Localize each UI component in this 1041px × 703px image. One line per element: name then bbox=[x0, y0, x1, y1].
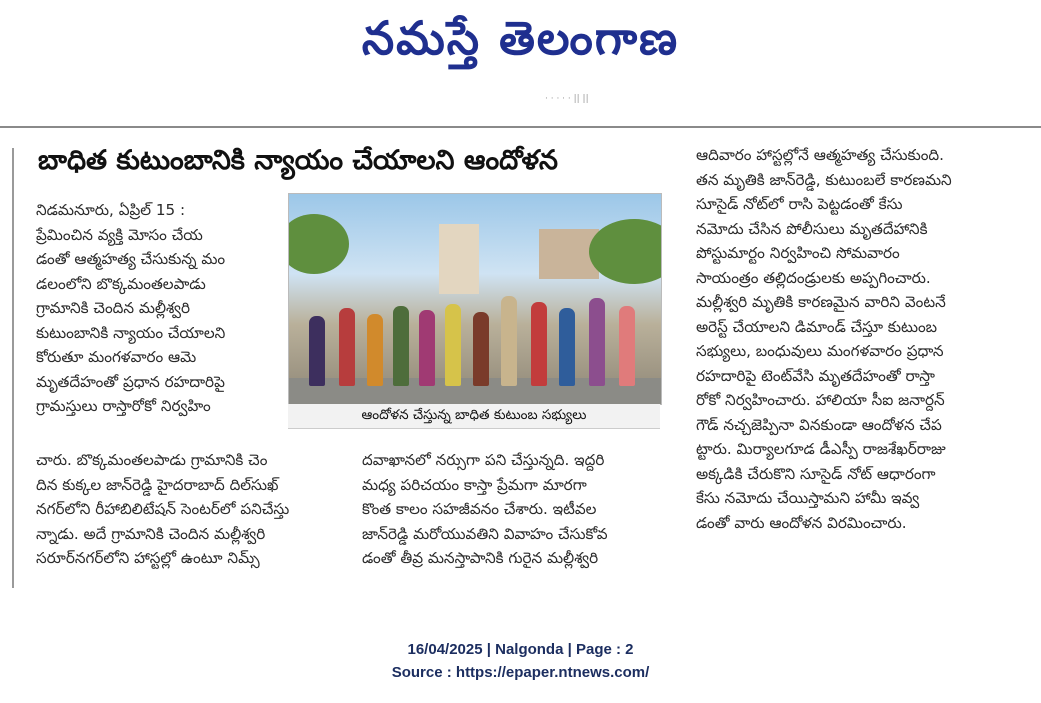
article-text-line: గ్రామానికి చెందిన మల్లీశ్వరి bbox=[36, 299, 191, 317]
article-text-line: సరూర్‌నగర్‌లోని హాస్టల్లో ఉంటూ నిమ్స్ bbox=[36, 549, 260, 567]
article-text-line: సూసైడ్ నోట్‌లో రాసి పెట్టడంతో కేసు bbox=[696, 195, 903, 213]
photo-caption: ఆందోళన చేస్తున్న బాధిత కుటుంబ సభ్యులు bbox=[288, 404, 660, 429]
article-text-line: కొంత కాలం సహజీవనం చేశారు. ఇటీవల bbox=[362, 500, 597, 518]
photo-person bbox=[531, 302, 547, 386]
article-column-left-top bbox=[36, 198, 272, 419]
photo-person bbox=[619, 306, 635, 386]
photo-person bbox=[501, 296, 517, 386]
page-footer bbox=[0, 638, 1041, 684]
article-text-line: గ్రామస్తులు రాస్తారోకో నిర్వహిం bbox=[36, 397, 211, 415]
masthead-fragment: · · · · · || || bbox=[545, 94, 589, 104]
article-text-line: ట్టారు. మిర్యాలగూడ డీఎస్పీ రాజశేఖర్‌రాజు bbox=[696, 440, 946, 458]
photo-person bbox=[419, 310, 435, 386]
article-text-line: సభ్యులు, బంధువులు మంగళవారం ప్రధాన bbox=[696, 342, 944, 360]
article-text-line: చారు. బొక్కమంతలపాడు గ్రామానికి చెం bbox=[36, 451, 268, 469]
footer-source: Source : https://epaper.ntnews.com/ bbox=[391, 664, 650, 681]
article-column-right bbox=[696, 143, 1001, 535]
article-text-line: రహదారిపై టెంట్‌వేసి మృతదేహంతో రాస్తా bbox=[696, 366, 935, 385]
article-text-line: నిడమనూరు, ఏప్రిల్ 15 : bbox=[36, 201, 186, 219]
article-text-line: మృతదేహంతో ప్రధాన రహదారిపై bbox=[36, 372, 225, 391]
photo-person bbox=[559, 308, 575, 386]
column-border bbox=[12, 148, 14, 588]
article-text-line: సాయంత్రం తల్లిదండ్రులకు అప్పగించారు. bbox=[696, 268, 931, 287]
article-column-middle bbox=[362, 448, 658, 571]
newspaper-logo: నమస్తే తెలంగాణ bbox=[361, 11, 680, 65]
article-text-line: జాన్‌రెడ్డి మరోయువతిని వివాహం చేసుకోవ bbox=[362, 524, 608, 543]
article-text-line: అక్కడికి చేరుకొని సూసైడ్ నోట్ ఆధారంగా bbox=[696, 464, 936, 483]
article-text-line: కుటుంబానికి న్యాయం చేయాలని bbox=[36, 323, 226, 342]
article-text-line: తన మృతికి జాన్‌రెడ్డి, కుటుంబలే కారణమని bbox=[696, 170, 952, 189]
article-text-line: అరెస్ట్ చేయాలని డిమాండ్ చేస్తూ కుటుంబ bbox=[696, 317, 938, 336]
article-text-line: కోరుతూ మంగళవారం ఆమె bbox=[36, 348, 197, 366]
photo-tree bbox=[589, 219, 662, 284]
article-headline: బాధిత కుటుంబానికి న్యాయం చేయాలని ఆందోళన bbox=[38, 145, 558, 176]
photo-person bbox=[473, 312, 489, 386]
article-text-line: ప్రేమించిన వ్యక్తి మోసం చేయ bbox=[36, 225, 203, 244]
article-text-line: ఆదివారం హాస్టల్లోనే ఆత్మహత్య చేసుకుంది. bbox=[696, 146, 944, 164]
footer-date-edition: 16/04/2025 | Nalgonda | Page : 2 bbox=[407, 641, 634, 658]
photo-tree bbox=[288, 214, 349, 274]
photo-person bbox=[367, 314, 383, 386]
article-text-line: దిన కుక్కల జాన్‌రెడ్డి హైదరాబాద్ దిల్‌సుఖ్ bbox=[36, 475, 279, 494]
article-text-line: డంతో ఆత్మహత్య చేసుకున్న మం bbox=[36, 250, 226, 268]
article-text-line: దవాఖానలో నర్సుగా పని చేస్తున్నది. ఇద్దరి bbox=[362, 451, 605, 469]
article-text-line: పోస్టుమార్టం నిర్వహించి సోమవారం bbox=[696, 244, 900, 262]
article-text-line: న్నాడు. అదే గ్రామానికి చెందిన మల్లీశ్వరి bbox=[36, 524, 266, 543]
article-text-line: నగర్‌లోని రీహాబిలిటేషన్ సెంటర్‌లో పనిచేస్తు bbox=[36, 500, 290, 518]
photo-person bbox=[445, 304, 461, 386]
article-text-line: కేసు నమోదు చేయిస్తామని హామీ ఇవ్వ bbox=[696, 489, 920, 507]
masthead bbox=[0, 0, 1041, 88]
photo-person bbox=[393, 306, 409, 386]
article-text-line: గౌడ్ నచ్చజెప్పినా వినకుండా ఆందోళన చేప bbox=[696, 415, 942, 434]
header-divider bbox=[0, 126, 1041, 128]
photo-building bbox=[439, 224, 479, 294]
article-text-line: డలంలోని బొక్కమంతలపాడు bbox=[36, 274, 206, 293]
article-text-line: డంతో వారు ఆందోళన విరమించారు. bbox=[696, 513, 907, 532]
photo-person bbox=[339, 308, 355, 386]
article-text-line: మధ్య పరిచయం కాస్తా ప్రేమగా మారగా bbox=[362, 475, 587, 494]
photo-person bbox=[589, 298, 605, 386]
article-text-line: మల్లీశ్వరి మృతికి కారణమైన వారిని వెంటనే bbox=[696, 293, 946, 311]
article-text-line: రోకో నిర్వహించారు. హాలియా సీఐ జనార్దన్ bbox=[696, 391, 945, 409]
photo-person bbox=[309, 316, 325, 386]
article-text-line: డంతో తీవ్ర మనస్తాపానికి గురైన మల్లీశ్వరి bbox=[362, 549, 599, 567]
article-text-line: నమోదు చేసిన పోలీసులు మృతదేహానికి bbox=[696, 219, 928, 238]
article-column-left-bottom bbox=[36, 448, 336, 571]
article-photo bbox=[288, 193, 662, 405]
